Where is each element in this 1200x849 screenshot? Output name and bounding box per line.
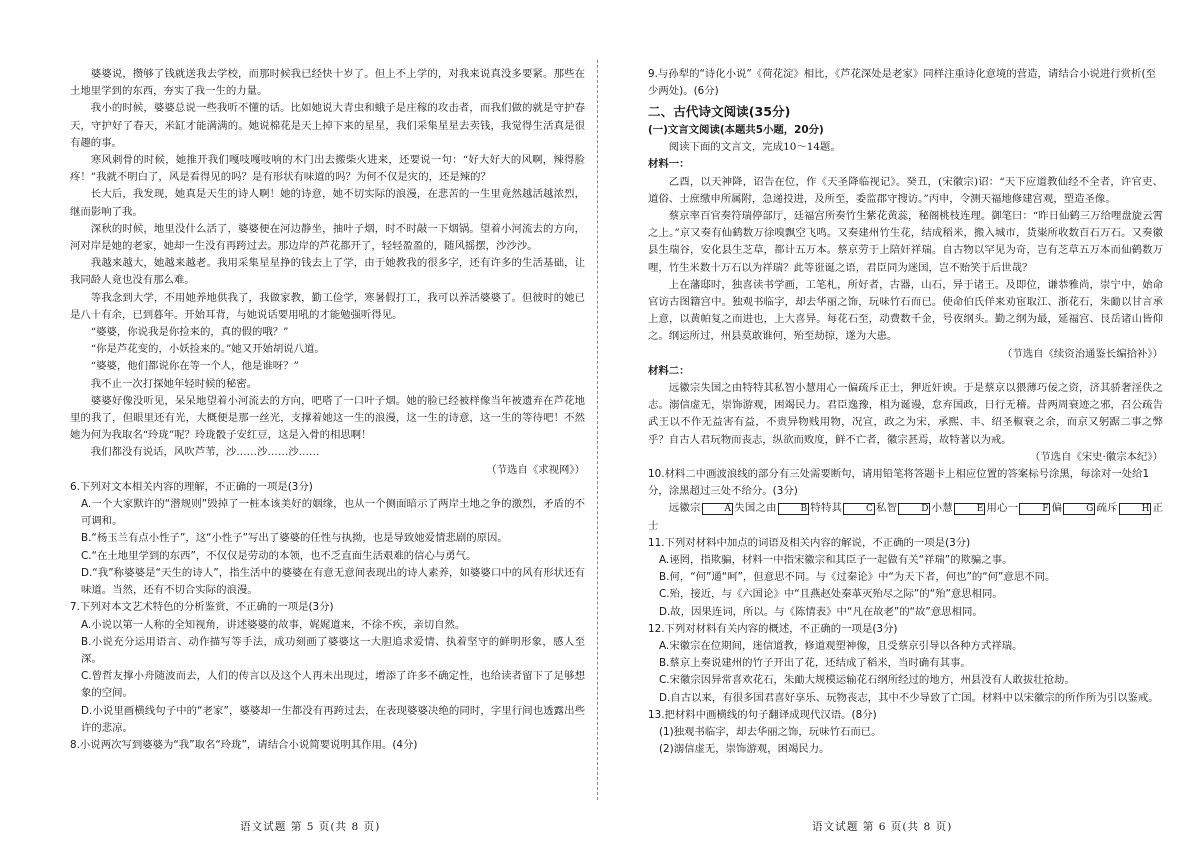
segment: 正士 xyxy=(648,502,1164,532)
story-paragraph: 我小的时候，婆婆总说一些我听不懂的话。比如她说大青虫和蛾子是庄稼的攻击者，而我们做的就是守护春天，守护好了春天，米缸才能满满的。她说棉花是天上掉下来的星星，我们采集星星去卖钱，我觉得生活真是很有趣的事。 xyxy=(70,102,585,149)
dialogue-line: “婆婆，你说我是你捡来的，真的假的哦？” xyxy=(90,326,289,339)
story-paragraph: 深秋的时候，地里没什么活了，婆婆便在河边静坐，抽叶子烟，时不时敲一下烟锅。望着小河流去的方向，河对岸是她的老家，她却一生没有再跨过去。那边岸的芦花都开了，轻轻盈盈的，随风摇摆，沙沙沙。 xyxy=(70,222,585,253)
question-7-stem: 7.下列对本文艺术特色的分析鉴赏，不正确的一项是(3分) xyxy=(70,601,334,614)
question-7-option: C.曾哲友撑小舟随波而去，人们的传言以及这个人再未出现过，增添了许多不确定性，也给读者留下了足够想象的空间。 xyxy=(81,670,585,700)
question-12-option: D.自古以来，有很多国君喜好享乐、玩物丧志，其中不少导致了亡国。材料中以宋徽宗的所作所为引以鉴戒。 xyxy=(659,691,1159,704)
question-6-option: A.一个大家默许的“潜规则”毁掉了一桩本该美好的姻缘，也从一个侧面暗示了两岸土地之争的激烈，矛盾的不可调和。 xyxy=(81,498,585,528)
story-paragraph: 我越来越大，她越来越老。我用采集星星挣的钱去上了学，由于她教我的很多字，还有许多的生活基础，让我同龄人竟也没有那么难。 xyxy=(70,257,585,287)
segment: 小慧 xyxy=(931,502,953,515)
reading-instruction: 阅读下面的文言文，完成10～14题。 xyxy=(668,141,841,154)
material-2-label: 材料二： xyxy=(648,364,690,377)
story-paragraph: 我们都没有说话，风吹芦苇，沙……沙……沙…… xyxy=(90,446,320,459)
segment: 失国之由 xyxy=(733,502,777,515)
segment: 远徽宗 xyxy=(668,502,701,515)
material-2-paragraph: 远徽宗失国之由特特其私智小慧用心一偏疏斥正士，狎近奸谀。于是蔡京以猥薄巧佞之资，济其骄奢淫佚之志。溺信虚无，崇饰游观，困竭民力。君臣逸豫，相为诞谩，怠弃国政，日行无稽。昔两周衰迹之邪，召公疏告武王以不作无益害有益，不贵异物贱用物，况宣，政之为宋，承熙、丰、绍圣椒衰之余，而京又躬踞二事之弊乎？自古人君玩物而丧志，纵欲而败度，鲜不亡者，徽宗甚焉，故特著以为戒。 xyxy=(648,381,1163,446)
break-box-b[interactable]: B xyxy=(778,503,809,515)
question-8-stem: 8.小说两次写到婆婆为“我”取名“玲珑”，请结合小说简要说明其作用。(4分) xyxy=(70,738,418,751)
question-11-option: B.何，“何”通“呵”，但意思不同。与《过秦论》中“为天下者，何也”的“何”意思不同。 xyxy=(659,571,1056,584)
story-paragraph: 婆婆好像没听见，呆呆地望着小河流去的方向，吧嗒了一口叶子烟。她的脸已经被样像当年被遗弃在芦花地里的我了，但眼里还有光，大概便是那一丝光，支撑着她这一生的浪漫，这一生的诗意，这一生的等待吧！不然她为何为我取名“玲珑”呢？玲珑骰子安红豆，这是入骨的相思啊！ xyxy=(70,394,585,442)
material-1-label: 材料一： xyxy=(648,158,690,171)
question-13-stem: 13.把材料中画横线的句子翻译成现代汉语。(8分) xyxy=(648,708,877,721)
question-11-stem: 11.下列对材料中加点的词语及相关内容的解说，不正确的一项是(3分) xyxy=(648,536,971,549)
material-1-source: （节选自《续资治通鉴长编拾补》） xyxy=(1001,347,1163,360)
question-6-option: B.“杨玉兰有点小性子”，这“小性子”写出了婆婆的任性与执拗，也是导致她爱情悲剧的原因。 xyxy=(81,532,508,545)
subsection-title: (一)文言文阅读(本题共5小题，20分) xyxy=(648,123,824,136)
material-1-paragraph: 上在藩邸时，独喜读书学画，工笔札，所好者，古器，山石，异于诸王。及即位，谦恭雅尚，崇宁中，始命官访古图籍宫中。独观书临字，却去华丽之饰，玩味竹石而已。使命伯氏佯来劝宦取江、浙花石，朱勔以甘言承上意，以黄帕复之而进也，上大喜异。每花石至，动费数千金，号夜纲头。勤之纲为最，延福宫、艮岳诸山皆仰之。纲运所过，州县莫敢谁何，殆至劫掠，遂为大患。 xyxy=(648,278,1163,343)
dialogue-line: “你是芦花变的，小妖捡来的。”她又开始胡说八道。 xyxy=(90,343,325,356)
question-11-option: C.殆，接近，与《六国论》中“且燕赵处秦革灭殆尽之际”的“殆”意思相同。 xyxy=(659,588,1003,601)
material-1-paragraph: 乙酉，以天神降，诏告在位，作《天圣降临视记》。癸丑，(宋徽宗)诏：“天下应道教仙经不全者，许官吏、道俗、士庶缴申所属附，急递投进，及所至，委监郡守搜访。”丙申，令测天福地修建宫观，塑造圣像。 xyxy=(648,175,1163,205)
question-13-item: (2)溺信虚无，崇饰游观，困竭民力。 xyxy=(659,743,830,756)
segment: 偏 xyxy=(1051,502,1063,515)
question-6-option: C.“在土地里学到的东西”，不仅仅是劳动的本领，也不乏直面生活艰难的信心与勇气。 xyxy=(81,549,477,562)
question-12-option: A.宋徽宗在位期间，迷信道教，修道观塑神像，且受蔡京引导以各种方式祥瑞。 xyxy=(659,640,1023,652)
material-1-paragraph: 蔡京率百官奏符瑞停部厅，廷福宫所奏竹生紫花黄蕊，秘阁桃枝连理。御笔曰：“昨日仙鹤三万给哩盘旋云霄之上。”京又奏有仙鹤数万徐嗅飘空飞鸣。又奏建州竹生花，结成稻米，搬入城市，货粜所收数百石万石。又奏徽县生瑞谷，安化县生芝草，都计五万本。蔡京劳于上陪奸祥瑞。自古物以罕见为奇，岂有芝草五万本而仙鹤数万哩，竹生米数十万石以为祥瑞？此等诳诞之语，君臣同为迷国，岂不贻笑于后世哉？ xyxy=(648,209,1163,274)
break-box-a[interactable]: A xyxy=(702,503,733,515)
story-paragraph: 长大后，我发现，她真是天生的诗人啊！她的诗意，她不切实际的浪漫，在悲苦的一生里竟然越活越浓烈，继而影响了我。 xyxy=(70,188,585,218)
break-box-f[interactable]: F xyxy=(1019,503,1050,515)
page-5-column xyxy=(70,66,585,754)
story-paragraph: 等我念到大学，不用她养地供我了，我做家教，勤工俭学，寒暑假打工，我可以养活婆婆了。但彼时的她已是八十有余，已到暮年。开始耳背，与她说话要用吼的才能勉强听得见。 xyxy=(70,291,585,321)
segment: 用心一 xyxy=(986,502,1019,515)
question-10-segment-line xyxy=(648,500,1163,534)
section-title: 二、古代诗文阅读(35分) xyxy=(648,104,791,120)
page-footer-right: 语文试题 第 6 页(共 8 页) xyxy=(812,821,953,833)
page-footer-left: 语文试题 第 5 页(共 8 页) xyxy=(240,821,381,833)
question-9-stem: 9.与孙犁的“诗化小说”《荷花淀》相比，《芦花深处是老家》同样注重诗化意境的营造，请结合小说进行赏析(至少两处)。(6分) xyxy=(648,68,1156,98)
story-paragraph: 婆婆说，攒够了钱就送我去学校，而那时候我已经快十岁了。但上不上学的，对我来说真没多要紧。那些在土地里学到的东西，夯实了我一生的力量。 xyxy=(70,68,585,98)
break-box-c[interactable]: C xyxy=(843,503,875,515)
question-12-option: C.宋徽宗因异常喜欢花石，朱勔大规模运输花石纲所经过的地方，州县没有人敢拔壮抢劫。 xyxy=(659,674,1075,687)
segment: 疏斥 xyxy=(1096,502,1118,515)
question-11-option: D.故，因果连词，所以。与《陈情表》中“凡在故老”的“故”意思相同。 xyxy=(659,605,983,618)
question-13-item: (1)独观书临字，却去华丽之饰，玩味竹石而已。 xyxy=(659,726,882,739)
segment: 私智 xyxy=(875,502,898,515)
question-7-option: B.小说充分运用语言、动作描写等手法，成功刻画了婆婆这一大胆追求爱情、执着坚守的鲜明形象，感人至深。 xyxy=(81,635,585,665)
page-6-column xyxy=(648,66,1163,758)
break-box-h[interactable]: H xyxy=(1119,503,1152,515)
column-divider xyxy=(597,60,598,800)
dialogue-line: “婆婆，他们都说你在等一个人，他是谁呀？” xyxy=(90,360,299,373)
material-2-source: （节选自《宋史·徽宗本纪》） xyxy=(1029,450,1163,463)
question-7-option: D.小说里画横线句子中的“老家”，婆婆却一生都没有再跨过去，在表现婆婆决绝的同时，字里行间也透露出些许的悲凉。 xyxy=(81,704,585,734)
question-6-stem: 6.下列对文本相关内容的理解，不正确的一项是(3分) xyxy=(70,480,313,493)
break-box-d[interactable]: D xyxy=(898,503,930,515)
question-7-option: A.小说以第一人称的全知视角，讲述婆婆的故事，娓娓道来，不徐不疾，亲切自然。 xyxy=(81,618,466,631)
question-12-option: B.蔡京上奏说建州的竹子开出了花，还结成了稻米，当时确有其事。 xyxy=(659,657,971,670)
break-box-g[interactable]: G xyxy=(1063,503,1095,515)
story-source: （节选自《求视网》） xyxy=(486,463,585,476)
segment: 特特其 xyxy=(810,502,843,515)
question-11-option: A.诬罔，指欺骗，材料一中指宋徽宗和其臣子一起做有关“祥瑞”的欺骗之事。 xyxy=(659,553,1013,566)
question-12-stem: 12.下列对材料有关内容的概述，不正确的一项是(3分) xyxy=(648,622,898,635)
question-10-stem: 10.材料二中画波浪线的部分有三处需要断句，请用铅笔将答题卡上相应位置的答案标号涂黑，每涂对一处给1分，涂黑超过三处不给分。(3分) xyxy=(648,467,1150,498)
break-box-e[interactable]: E xyxy=(954,503,985,515)
question-6-option: D.“我”称婆婆是“天生的诗人”，指生活中的婆婆在有意无意间表现出的诗人素养，如婆婆口中的风有形状还有味道。当然，还有不切合实际的浪漫。 xyxy=(81,566,585,597)
dialogue-line: 我不止一次打探她年轻时候的秘密。 xyxy=(90,377,258,390)
story-paragraph: 寒风刺骨的时候，她推开我们嘎吱嘎吱响的木门出去搬柴火进来，还要说一句：“好大好大的风啊，辣得脸疼！”我就不明白了，风是看得见的吗？是有形状有味道的吗？为何不仅是灾的，还是辣的？ xyxy=(70,154,585,184)
